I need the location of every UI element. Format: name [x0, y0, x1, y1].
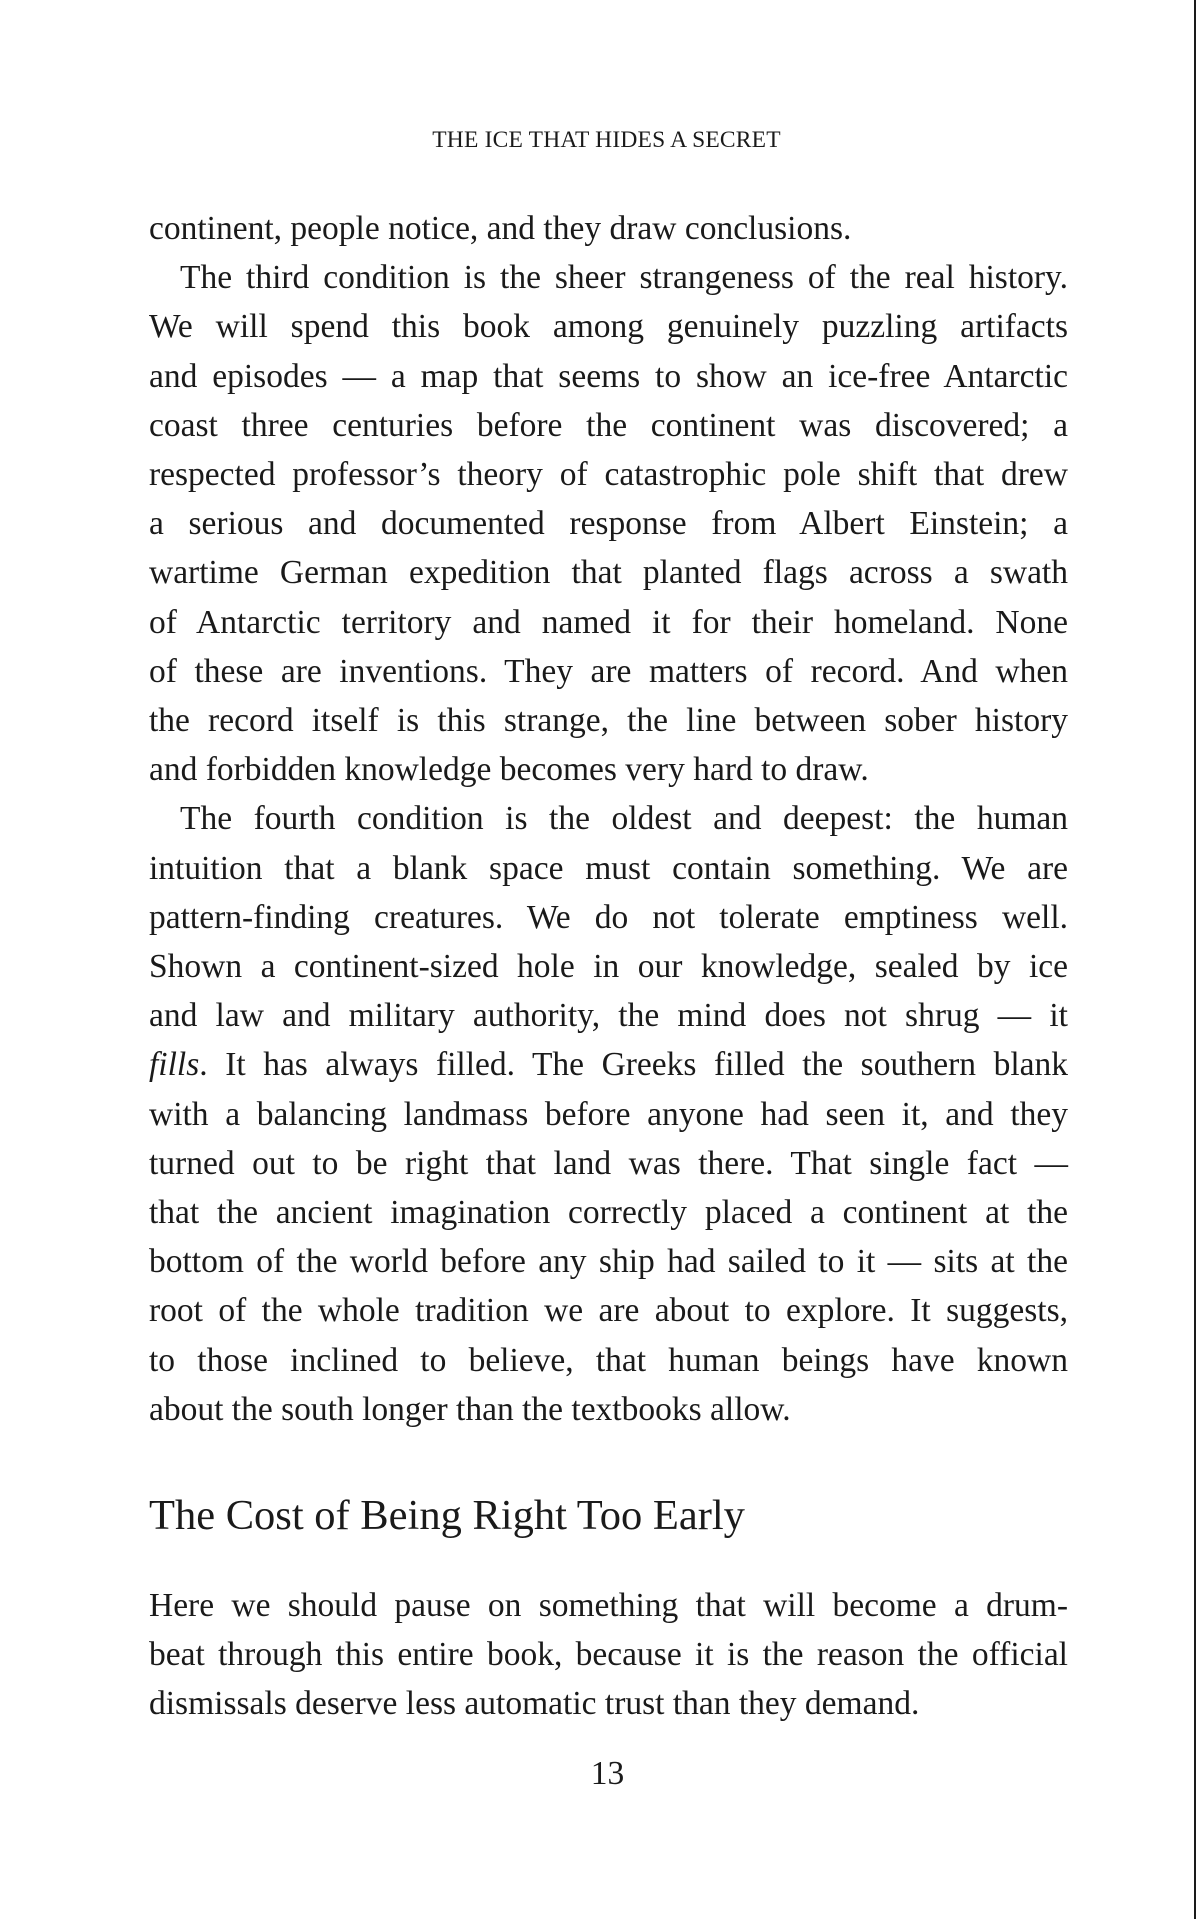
text-line: The fourth condition is the oldest and deepest: the human	[180, 800, 1068, 838]
paragraph-fourth-condition	[149, 794, 1068, 1434]
body-text	[149, 204, 1068, 1434]
text-line: coast three centuries before the continent was discovered; a	[149, 406, 1068, 444]
text-line: and law and military authority, the mind does not shrug — it	[149, 997, 1068, 1035]
text-line: pattern-finding creatures. We do not tolerate emptiness well.	[149, 898, 1068, 936]
text-line: We will spend this book among genuinely puzzling artifacts	[149, 308, 1068, 346]
text-line: with a balancing landmass before anyone had seen it, and they	[149, 1095, 1068, 1133]
text-line: and forbidden knowledge becomes very hard to draw.	[149, 751, 869, 789]
text-line: a serious and documented response from Albert Einstein; a	[149, 505, 1068, 543]
emphasis-fills: fills	[149, 1046, 200, 1084]
text-line: the record itself is this strange, the line between sober history	[149, 702, 1068, 740]
text-line: Shown a continent-sized hole in our knowledge, sealed by ice	[149, 948, 1068, 986]
text-line: dismissals deserve less automatic trust than they demand.	[149, 1685, 920, 1723]
text-line: Here we should pause on something that will become a drum-	[149, 1587, 1068, 1624]
text-line: respected professor’s theory of catastrophic pole shift that drew	[149, 456, 1068, 494]
text-line: intuition that a blank space must contain something. We are	[149, 849, 1068, 887]
text-line: wartime German expedition that planted flags across a swath	[149, 554, 1068, 592]
text-line: about the south longer than the textbooks allow.	[149, 1390, 791, 1428]
text-line: of Antarctic territory and named it for their homeland. None	[149, 603, 1068, 641]
section-heading: The Cost of Being Right Too Early	[149, 1492, 745, 1539]
text-line: that the ancient imagination correctly placed a continent at the	[149, 1194, 1068, 1232]
paragraph-pause	[149, 1581, 1068, 1729]
text-line: of these are inventions. They are matters of record. And when	[149, 652, 1068, 690]
paragraph-continued	[149, 204, 1068, 253]
text-line-rest: . It has always filled. The Greeks filled the southern blank	[199, 1046, 1068, 1084]
text-line	[149, 1040, 1068, 1089]
text-line: continent, people notice, and they draw conclusions.	[149, 210, 852, 247]
body-text-section	[149, 1581, 1068, 1729]
page-edge-border	[1194, 0, 1196, 1919]
page-number: 13	[590, 1755, 625, 1792]
text-line: turned out to be right that land was there. That single fact —	[149, 1144, 1068, 1182]
text-line: bottom of the world before any ship had sailed to it — sits at the	[149, 1243, 1068, 1281]
text-line: to those inclined to believe, that human beings have known	[149, 1341, 1068, 1379]
running-head: THE ICE THAT HIDES A SECRET	[432, 127, 781, 153]
text-line: root of the whole tradition we are about to explore. It suggests,	[149, 1292, 1068, 1330]
text-line: beat through this entire book, because it is the reason the official	[149, 1636, 1068, 1674]
text-line: and episodes — a map that seems to show an ice-free Antarctic	[149, 357, 1068, 395]
paragraph-third-condition	[149, 253, 1068, 794]
text-line: The third condition is the sheer strangeness of the real history.	[180, 259, 1068, 297]
